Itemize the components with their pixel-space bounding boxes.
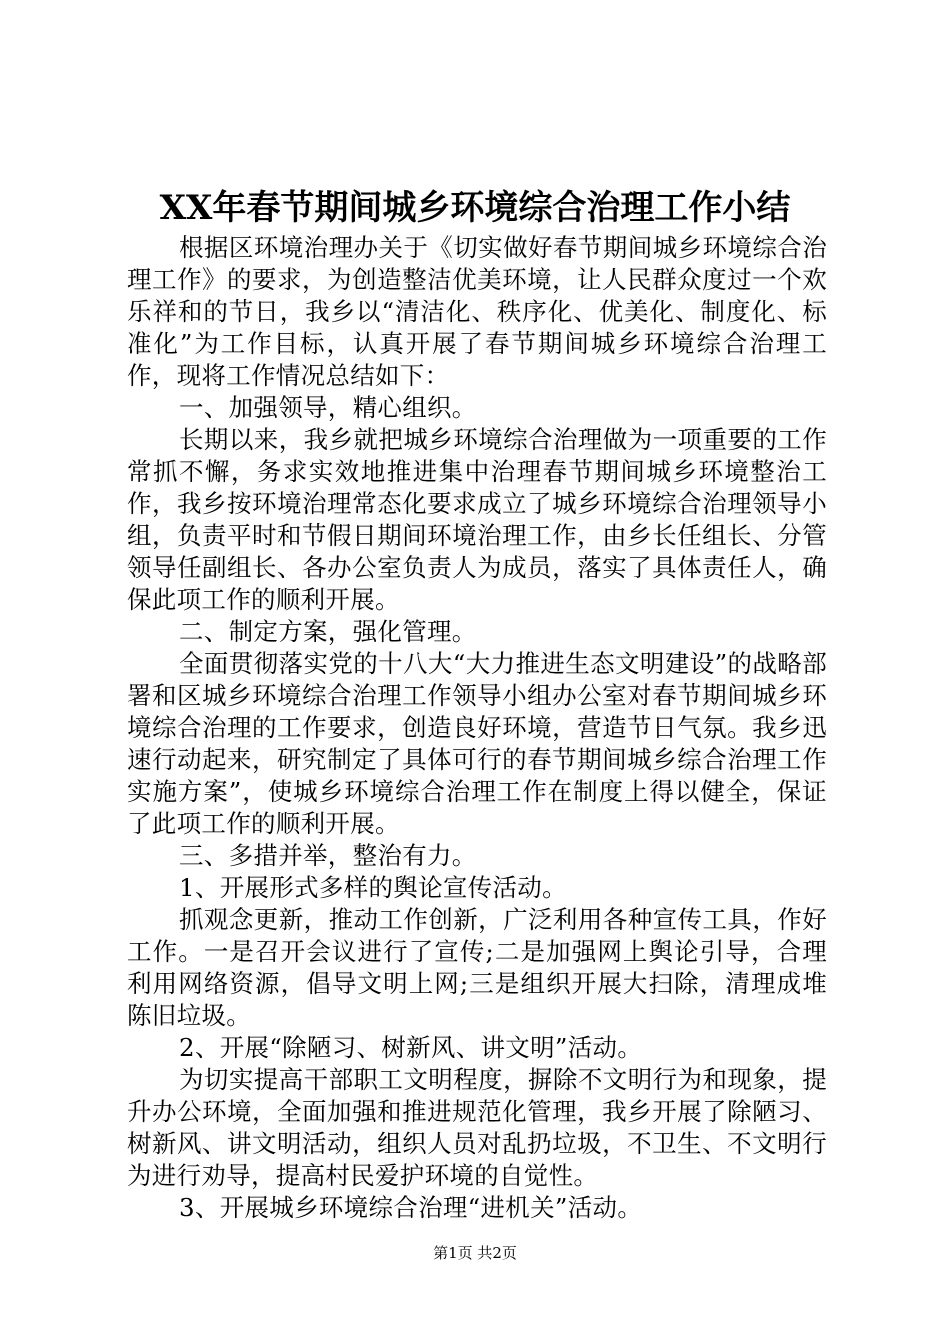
- subsection-heading-2: 2、开展“除陋习、树新风、讲文明”活动。: [179, 1033, 643, 1062]
- paragraph-section-1: 长期以来，我乡就把城乡环境综合治理做为一项重要的工作常抓不懈，务求实效地推进集中治理春节期间城乡环境整治工作，我乡按环境治理常态化要求成立了城乡环境综合治理领导小组，负责平时和节假日期间环境治理工作，由乡长任组长、分管领导任副组长、各办公室负责人为成员，落实了具体责任人，确保此项工作的顺利开展。: [127, 425, 827, 614]
- section-heading-1: 一、加强领导，精心组织。: [179, 393, 477, 422]
- subsection-heading-1: 1、开展形式多样的舆论宣传活动。: [179, 873, 567, 902]
- document-title: XX年春节期间城乡环境综合治理工作小结: [159, 188, 791, 228]
- section-heading-3: 三、多措并举，整治有力。: [179, 841, 477, 870]
- document-body: [127, 232, 827, 1224]
- page-number-footer: 第1页 共2页: [433, 1244, 517, 1262]
- paragraph-subsection-2: 为切实提高干部职工文明程度，摒除不文明行为和现象，提升办公环境，全面加强和推进规范化管理，我乡开展了除陋习、树新风、讲文明活动，组织人员对乱扔垃圾，不卫生、不文明行为进行劝导，提高村民爱护环境的自觉性。: [127, 1065, 827, 1190]
- paragraph-section-2: 全面贯彻落实党的十八大“大力推进生态文明建设”的战略部署和区城乡环境综合治理工作领导小组办公室对春节期间城乡环境综合治理的工作要求，创造良好环境，营造节日气氛。我乡迅速行动起来，研究制定了具体可行的春节期间城乡综合治理工作实施方案”，使城乡环境综合治理工作在制度上得以健全，保证了此项工作的顺利开展。: [127, 649, 827, 838]
- paragraph-intro: 根据区环境治理办关于《切实做好春节期间城乡环境综合治理工作》的要求，为创造整洁优美环境，让人民群众度过一个欢乐祥和的节日，我乡以“清洁化、秩序化、优美化、制度化、标准化”为工作目标，认真开展了春节期间城乡环境综合治理工作，现将工作情况总结如下：: [127, 233, 827, 390]
- section-heading-2: 二、制定方案，强化管理。: [179, 617, 477, 646]
- subsection-heading-3: 3、开展城乡环境综合治理“进机关”活动。: [179, 1193, 643, 1222]
- paragraph-subsection-1: 抓观念更新，推动工作创新，广泛利用各种宣传工具，作好工作。一是召开会议进行了宣传;二是加强网上舆论引导，合理利用网络资源，倡导文明上网;三是组织开展大扫除，清理成堆陈旧垃圾。: [127, 905, 827, 1030]
